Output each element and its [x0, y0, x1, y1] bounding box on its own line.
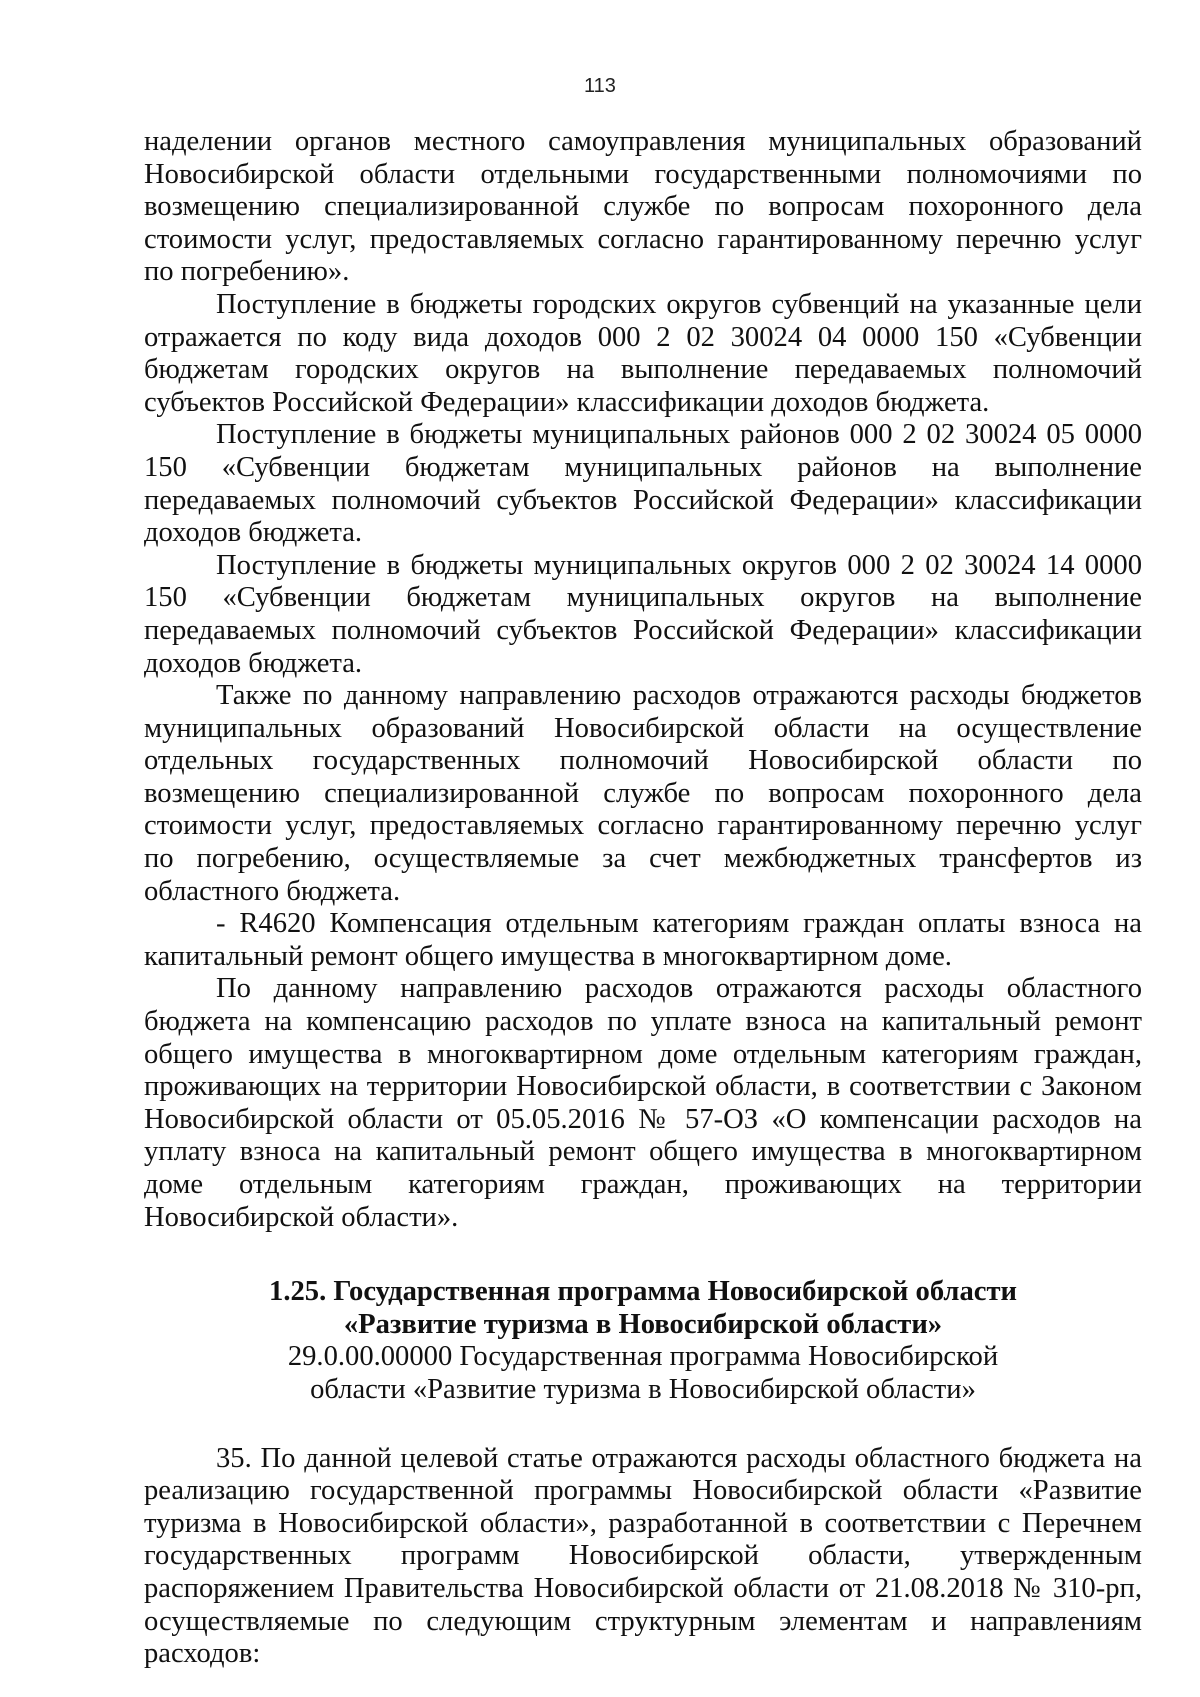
paragraph-continuation: наделении органов местного самоуправления муниципальных образований Новосибирской области отдельными государственными полномочиями по возмещению специализированной службе по вопросам похоронного дела стоимости услуг, предоставляемых согласно гарантированному перечню услуг по погребению». [144, 126, 1142, 288]
paragraph-also-expenses: Также по данному направлению расходов отражаются расходы бюджетов муниципальных образований Новосибирской области на осуществление отдельных государственных полномочий Новосибирской области по возмещению специализированной службе по вопросам похоронного дела стоимости услуг, предоставляемых согласно гарантированному перечню услуг по погребению, осуществляемые за счет межбюджетных трансфертов из областного бюджета. [144, 680, 1142, 907]
paragraph-city-districts: Поступление в бюджеты городских округов субвенций на указанные цели отражается по коду вида доходов 000 2 02 30024 04 0000 150 «Субвенции бюджетам городских округов на выполнение передаваемых полномочий субъектов Российской Федерации» классификации доходов бюджета. [144, 288, 1142, 418]
section-heading-line1: 1.25. Государственная программа Новосибирской области [269, 1276, 1017, 1308]
page-number: 113 [584, 75, 616, 97]
paragraph-article-35: 35. По данной целевой статье отражаются расходы областного бюджета на реализацию государственной программы Новосибирской области «Развитие туризма в Новосибирской области», разработанной в соответствии с Перечнем государственных программ Новосибирской области, утвержденным распоряжением Правительства Новосибирской области от 21.08.2018 № 310-рп, осуществляемые по следующим структурным элементам и направлениям расходов: [144, 1442, 1142, 1670]
section-subheading-line1: 29.0.00.00000 Государственная программа Новосибирской [287, 1341, 999, 1373]
paragraph-municipal-districts: Поступление в бюджеты муниципальных районов 000 2 02 30024 05 0000 150 «Субвенции бюджетам муниципальных районов на выполнение передаваемых полномочий субъектов Российской Федерации» классификации доходов бюджета. [144, 419, 1142, 549]
paragraph-r4620-item: - R4620 Компенсация отдельным категориям граждан оплаты взноса на капитальный ремонт общего имущества в многоквартирном доме. [144, 908, 1142, 972]
paragraph-municipal-okrugs: Поступление в бюджеты муниципальных округов 000 2 02 30024 14 0000 150 «Субвенции бюджетам муниципальных округов на выполнение передаваемых полномочий субъектов Российской Федерации» классификации доходов бюджета. [144, 549, 1142, 679]
paragraph-r4620-description: По данному направлению расходов отражаются расходы областного бюджета на компенсацию расходов по уплате взноса на капитальный ремонт общего имущества в многоквартирном доме отдельным категориям граждан, проживающих на территории Новосибирской области, в соответствии с Законом Новосибирской области от 05.05.2016 № 57-ОЗ «О компенсации расходов на уплату взноса на капитальный ремонт общего имущества в многоквартирном доме отдельным категориям граждан, проживающих на территории Новосибирской области». [144, 973, 1142, 1233]
document-body [144, 126, 1142, 1671]
section-heading-line2: «Развитие туризма в Новосибирской области» [343, 1308, 943, 1340]
section-subheading-line2: области «Развитие туризма в Новосибирской области» [310, 1373, 976, 1405]
